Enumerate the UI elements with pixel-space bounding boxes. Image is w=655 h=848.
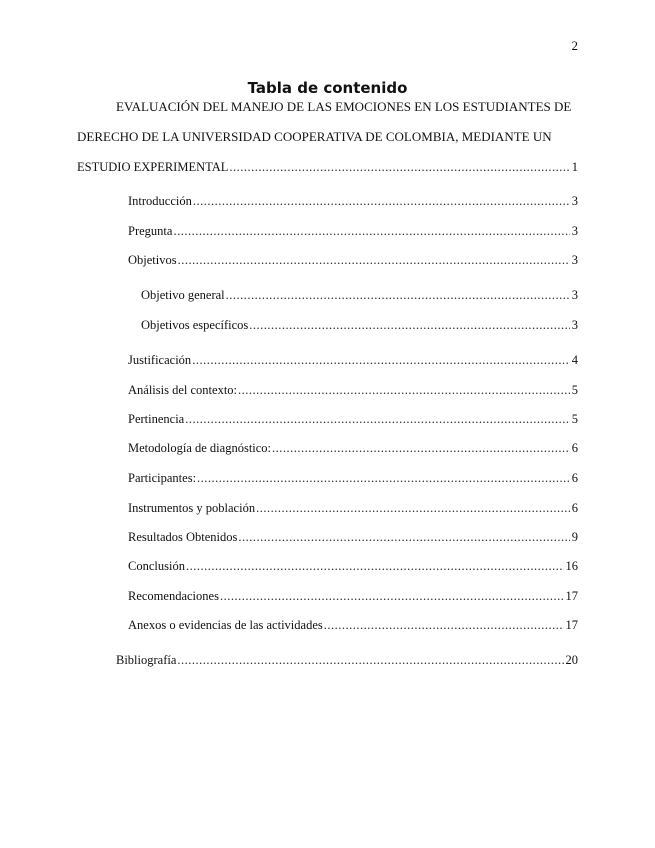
toc-entry-page: 5 (571, 412, 578, 426)
toc-entry-page: 3 (571, 318, 578, 332)
toc-entry-page: 3 (571, 253, 578, 267)
toc-entry-label: Objetivos (128, 253, 177, 267)
toc-dot-leader (256, 500, 570, 516)
toc-entry-page: 9 (571, 530, 578, 544)
toc-entry-page: 6 (571, 441, 578, 455)
toc-entry-label: Recomendaciones (128, 589, 219, 603)
toc-entry-page: 1 (571, 160, 578, 174)
toc-dot-leader (197, 470, 570, 486)
toc-dot-leader (177, 652, 563, 668)
toc-entry-page: 4 (571, 353, 578, 367)
toc-entry-label: Participantes: (128, 471, 197, 485)
toc-entry-label: ESTUDIO EXPERIMENTAL (77, 160, 229, 174)
toc-dot-leader (185, 411, 570, 427)
toc-entry-page: 17 (565, 589, 578, 603)
toc-entry-recomendaciones[interactable] (128, 588, 578, 604)
toc-entry-page: 6 (571, 471, 578, 485)
toc-entry-bibliografia[interactable] (116, 652, 578, 668)
toc-entry-objetivo-general[interactable] (141, 287, 578, 303)
toc-dot-leader (193, 193, 570, 209)
toc-dot-leader (229, 159, 569, 175)
toc-entry-label: Análisis del contexto: (128, 383, 238, 397)
toc-entry-introduccion[interactable] (128, 193, 578, 209)
toc-dot-leader (249, 317, 569, 333)
toc-entry-label: Anexos o evidencias de las actividades (128, 618, 323, 632)
toc-entry-justificacion[interactable] (128, 352, 578, 368)
toc-entry-page: 20 (565, 653, 578, 667)
toc-entry-analisis-del-contexto[interactable] (128, 382, 578, 398)
toc-entry-page: 3 (571, 224, 578, 238)
toc-entry-label: Resultados Obtenidos (128, 530, 238, 544)
toc-entry-label: Instrumentos y población (128, 501, 256, 515)
toc-entry-label: Pertinencia (128, 412, 185, 426)
toc-dot-leader (238, 529, 569, 545)
toc-entry-label: Objetivos específicos (141, 318, 249, 332)
toc-dot-leader (178, 252, 570, 268)
toc-entry-label: Pregunta (128, 224, 173, 238)
toc-dot-leader (186, 558, 564, 574)
page-number: 2 (571, 38, 578, 53)
toc-dot-leader (220, 588, 564, 604)
toc-entry-label: Conclusión (128, 559, 185, 573)
toc-entry-page: 3 (571, 288, 578, 302)
toc-entry-page: 17 (565, 618, 578, 632)
toc-entry-conclusion[interactable] (128, 558, 578, 574)
toc-entry-label: Justificación (128, 353, 192, 367)
toc-entry-label: Bibliografía (116, 653, 177, 667)
toc-entry-anexos[interactable] (128, 617, 578, 633)
toc-main-heading-line-1: EVALUACIÓN DEL MANEJO DE LAS EMOCIONES EN LOS ESTUDIANTES DE (116, 99, 572, 114)
toc-dot-leader (324, 617, 564, 633)
toc-dot-leader (173, 223, 569, 239)
toc-entry-resultados-obtenidos[interactable] (128, 529, 578, 545)
toc-entry-label: Objetivo general (141, 288, 225, 302)
toc-title: Tabla de contenido (247, 79, 408, 97)
toc-entry-objetivos[interactable] (128, 252, 578, 268)
toc-entry-label: Metodología de diagnóstico: (128, 441, 272, 455)
toc-entry-main-heading[interactable] (77, 159, 578, 175)
toc-entry-objetivos-especificos[interactable] (141, 317, 578, 333)
toc-dot-leader (272, 440, 570, 456)
toc-dot-leader (238, 382, 570, 398)
toc-dot-leader (192, 352, 570, 368)
toc-entry-page: 3 (571, 194, 578, 208)
toc-entry-metodologia-de-diagnostico[interactable] (128, 440, 578, 456)
toc-entry-page: 16 (565, 559, 578, 573)
toc-main-heading-line-2: DERECHO DE LA UNIVERSIDAD COOPERATIVA DE COLOMBIA, MEDIANTE UN (77, 129, 552, 144)
toc-entry-page: 6 (571, 501, 578, 515)
toc-entry-instrumentos-y-poblacion[interactable] (128, 500, 578, 516)
toc-entry-label: Introducción (128, 194, 192, 208)
toc-entry-pregunta[interactable] (128, 223, 578, 239)
toc-entry-page: 5 (571, 383, 578, 397)
toc-dot-leader (226, 287, 570, 303)
toc-entry-pertinencia[interactable] (128, 411, 578, 427)
toc-entry-participantes[interactable] (128, 470, 578, 486)
